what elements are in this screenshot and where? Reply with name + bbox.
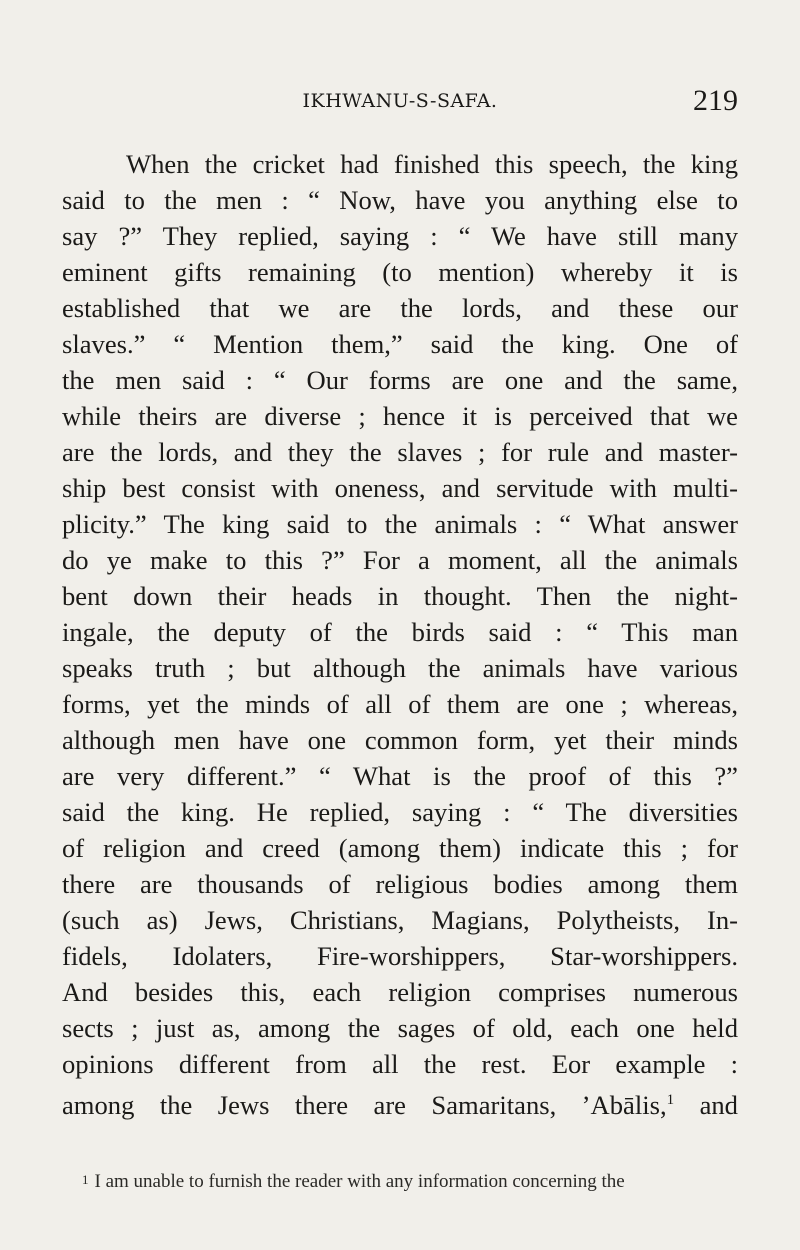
text-line: there are thousands of religious bodies among them (62, 869, 738, 899)
text-line: bent down their heads in thought. Then the night- (62, 581, 738, 611)
text-line: fidels, Idolaters, Fire-worshippers, Star-worshippers. (62, 941, 738, 971)
text-line: When the cricket had finished this speech, the king (126, 149, 738, 179)
text-line: plicity.” The king said to the animals : “ What answer (62, 509, 738, 539)
text-line: although men have one common form, yet their minds (62, 725, 738, 755)
text-line: sects ; just as, among the sages of old, each one held (62, 1013, 738, 1043)
footnote-text: I am unable to furnish the reader with any information concerning the (94, 1171, 625, 1192)
text-line: said the king. He replied, saying : “ The diversities (62, 797, 738, 827)
text-line-with-note (62, 1082, 738, 1118)
text-line: are very different.” “ What is the proof of this ?” (62, 761, 738, 791)
text-line: do ye make to this ?” For a moment, all the animals (62, 545, 738, 575)
footnote-reference: 1 (666, 1092, 675, 1108)
text-line: ship best consist with oneness, and servitude with multi- (62, 473, 738, 503)
text-line: (such as) Jews, Christians, Magians, Polytheists, In- (62, 905, 738, 935)
text-line: speaks truth ; but although the animals have various (62, 653, 738, 683)
text-line: established that we are the lords, and these our (62, 293, 738, 323)
text-line: opinions different from all the rest. Eor example : (62, 1049, 738, 1079)
text-line: And besides this, each religion comprises numerous (62, 977, 738, 1007)
text-line: say ?” They replied, saying : “ We have still many (62, 221, 738, 251)
text-line-end: and (699, 1089, 738, 1120)
body-text (62, 146, 738, 1118)
text-line: slaves.” “ Mention them,” said the king. One of (62, 329, 738, 359)
footnote-mark: 1 (82, 1172, 89, 1187)
text-line: said to the men : “ Now, have you anything else to (62, 185, 738, 215)
text-line: are the lords, and they the slaves ; for rule and master- (62, 437, 738, 467)
text-line: forms, yet the minds of all of them are one ; whereas, (62, 689, 738, 719)
footnote (62, 1170, 738, 1194)
page-number: 219 (693, 84, 738, 117)
running-head (62, 86, 738, 122)
text-line: ingale, the deputy of the birds said : “ This man (62, 617, 738, 647)
text-line: eminent gifts remaining (to mention) whereby it is (62, 257, 738, 287)
text-line: the men said : “ Our forms are one and the same, (62, 365, 738, 395)
text-line: while theirs are diverse ; hence it is perceived that we (62, 401, 738, 431)
text-line-start: among the Jews there are Samaritans, ’Abālis, (62, 1089, 667, 1120)
running-title: IKHWANU-S-SAFA. (302, 90, 498, 112)
text-line: of religion and creed (among them) indicate this ; for (62, 833, 738, 863)
